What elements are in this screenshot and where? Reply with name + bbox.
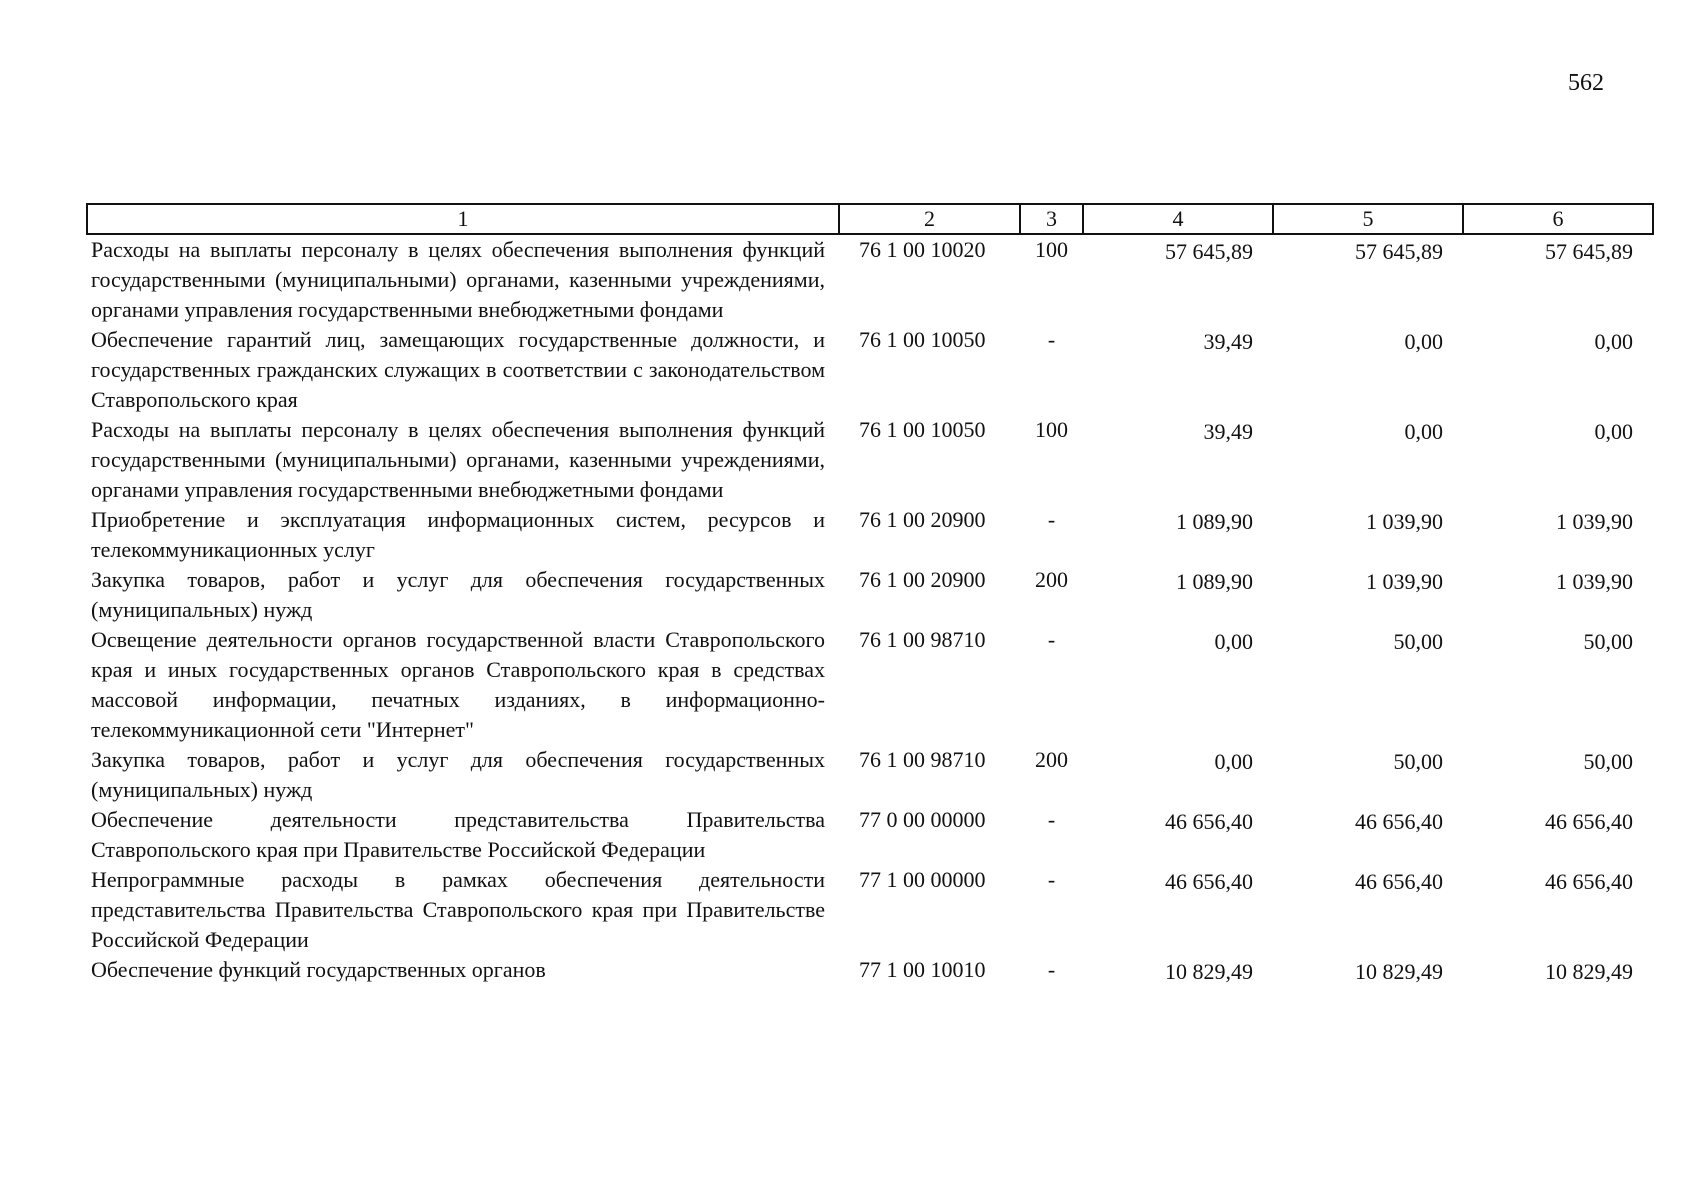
row-name: Расходы на выплаты персоналу в целях обеспечения выполнения функций государственными (муниципальными) органами, казенными учреждениями, органами управления государственными внебюджетными фондами <box>91 417 825 502</box>
row-value-4: 46 656,40 <box>1165 869 1253 894</box>
row-code: 76 1 00 98710 <box>859 627 986 652</box>
row-name: Непрограммные расходы в рамках обеспечения деятельности представительства Правительства Ставропольского края при Правительстве Российской Федерации <box>91 867 825 952</box>
row-name: Закупка товаров, работ и услуг для обеспечения государственных (муниципальных) нужд <box>91 747 825 802</box>
row-value-6: 1 039,90 <box>1556 569 1633 594</box>
row-value-5: 1 039,90 <box>1366 509 1443 534</box>
row-name: Обеспечение функций государственных органов <box>91 957 546 982</box>
row-expense-type: - <box>1047 957 1056 982</box>
row-value-6: 0,00 <box>1594 419 1633 444</box>
row-name: Расходы на выплаты персоналу в целях обеспечения выполнения функций государственными (муниципальными) органами, казенными учреждениями, органами управления государственными внебюджетными фондами <box>91 237 825 322</box>
row-expense-type: 200 <box>1035 567 1068 592</box>
page-number: 562 <box>1568 70 1604 96</box>
row-value-4: 10 829,49 <box>1165 959 1253 984</box>
row-value-6: 46 656,40 <box>1545 869 1633 894</box>
row-code: 76 1 00 10050 <box>859 327 986 352</box>
row-value-4: 0,00 <box>1214 629 1253 654</box>
row-code: 76 1 00 20900 <box>859 567 986 592</box>
row-value-6: 50,00 <box>1583 749 1633 774</box>
row-value-4: 1 089,90 <box>1176 569 1253 594</box>
row-name: Освещение деятельности органов государственной власти Ставропольского края и иных государственных органов Ставропольского края в средствах массовой информации, печатных изданиях, в информационно-телекоммуникационной сети "Интернет" <box>91 627 825 742</box>
row-expense-type: - <box>1047 327 1056 352</box>
table-row <box>87 234 1653 325</box>
table-row <box>87 805 1653 865</box>
column-header-5: 5 <box>1273 204 1463 234</box>
row-value-4: 0,00 <box>1214 749 1253 774</box>
row-expense-type: 200 <box>1035 747 1068 772</box>
column-header-1: 1 <box>87 204 839 234</box>
row-code: 76 1 00 10020 <box>859 237 986 262</box>
row-name: Обеспечение гарантий лиц, замещающих государственные должности, и государственных гражданских служащих в соответствии с законодательством Ставропольского края <box>91 327 825 412</box>
row-name: Приобретение и эксплуатация информационных систем, ресурсов и телекоммуникационных услуг <box>91 507 825 562</box>
table-row <box>87 865 1653 955</box>
row-expense-type: - <box>1047 507 1056 532</box>
row-value-4: 39,49 <box>1203 329 1253 354</box>
column-header-4: 4 <box>1083 204 1273 234</box>
row-code: 76 1 00 10050 <box>859 417 986 442</box>
row-value-6: 46 656,40 <box>1545 809 1633 834</box>
row-expense-type: - <box>1047 627 1056 652</box>
row-value-4: 39,49 <box>1203 419 1253 444</box>
row-value-5: 50,00 <box>1393 749 1443 774</box>
row-expense-type: - <box>1047 807 1056 832</box>
row-value-4: 57 645,89 <box>1165 239 1253 264</box>
table-row <box>87 415 1653 505</box>
row-code: 77 0 00 00000 <box>859 807 986 832</box>
row-name: Обеспечение деятельности представительства Правительства Ставропольского края при Правительстве Российской Федерации <box>91 807 825 862</box>
row-value-6: 10 829,49 <box>1545 959 1633 984</box>
row-value-5: 1 039,90 <box>1366 569 1443 594</box>
row-expense-type: 100 <box>1035 237 1068 262</box>
row-value-5: 46 656,40 <box>1355 869 1443 894</box>
table-header-row <box>87 204 1653 234</box>
row-name: Закупка товаров, работ и услуг для обеспечения государственных (муниципальных) нужд <box>91 567 825 622</box>
row-value-4: 46 656,40 <box>1165 809 1253 834</box>
row-code: 77 1 00 00000 <box>859 867 986 892</box>
row-expense-type: 100 <box>1035 417 1068 442</box>
row-value-6: 57 645,89 <box>1545 239 1633 264</box>
row-value-6: 50,00 <box>1583 629 1633 654</box>
row-value-6: 0,00 <box>1594 329 1633 354</box>
table-row <box>87 505 1653 565</box>
column-header-3: 3 <box>1020 204 1083 234</box>
table-row <box>87 565 1653 625</box>
table-row <box>87 745 1653 805</box>
row-value-4: 1 089,90 <box>1176 509 1253 534</box>
table-row <box>87 955 1653 987</box>
table-row <box>87 325 1653 415</box>
row-value-6: 1 039,90 <box>1556 509 1633 534</box>
row-expense-type: - <box>1047 867 1056 892</box>
column-header-6: 6 <box>1463 204 1653 234</box>
row-code: 76 1 00 20900 <box>859 507 986 532</box>
budget-table <box>86 203 1654 987</box>
row-value-5: 10 829,49 <box>1355 959 1443 984</box>
row-value-5: 0,00 <box>1404 329 1443 354</box>
row-value-5: 57 645,89 <box>1355 239 1443 264</box>
row-value-5: 50,00 <box>1393 629 1443 654</box>
row-code: 77 1 00 10010 <box>859 957 986 982</box>
row-value-5: 0,00 <box>1404 419 1443 444</box>
column-header-2: 2 <box>839 204 1020 234</box>
table-row <box>87 625 1653 745</box>
row-value-5: 46 656,40 <box>1355 809 1443 834</box>
row-code: 76 1 00 98710 <box>859 747 986 772</box>
